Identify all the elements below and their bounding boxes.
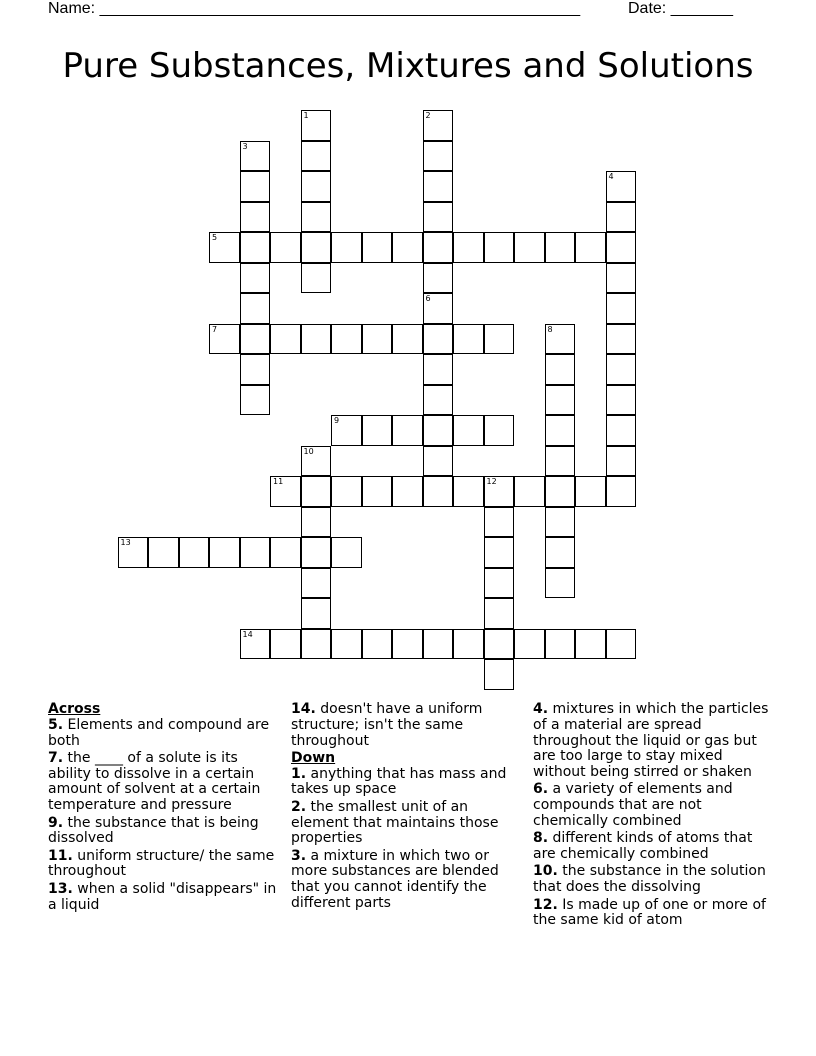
grid-cell[interactable] <box>606 476 637 507</box>
grid-cell[interactable] <box>545 537 576 568</box>
grid-cell[interactable] <box>362 324 393 355</box>
grid-cell[interactable] <box>606 202 637 233</box>
grid-cell[interactable] <box>423 476 454 507</box>
grid-cell[interactable] <box>606 324 637 355</box>
clue-text: a mixture in which two or more substances are blended that you cannot identify the different parts <box>291 847 499 912</box>
grid-cell[interactable] <box>575 232 606 263</box>
clue-number: 8. <box>533 830 549 847</box>
grid-cell[interactable] <box>423 110 454 141</box>
grid-cell[interactable] <box>545 415 576 446</box>
across-clue-5 <box>48 718 278 750</box>
grid-cell[interactable] <box>575 476 606 507</box>
grid-cell[interactable] <box>240 385 271 416</box>
clue-text: anything that has mass and takes up space <box>291 765 507 798</box>
grid-cell[interactable] <box>301 476 332 507</box>
grid-cell[interactable] <box>484 507 515 538</box>
across-clue-14 <box>291 702 521 749</box>
grid-cell[interactable] <box>392 476 423 507</box>
clue-text: a variety of elements and compounds that are not chemically combined <box>533 781 733 830</box>
grid-cell[interactable] <box>545 385 576 416</box>
across-clue-13 <box>48 882 278 914</box>
grid-cell[interactable] <box>179 537 210 568</box>
grid-cell[interactable] <box>606 385 637 416</box>
clue-number: 13. <box>48 880 73 897</box>
grid-cell[interactable] <box>240 232 271 263</box>
clue-text: the substance that is being dissolved <box>48 814 259 847</box>
grid-cell[interactable] <box>362 232 393 263</box>
grid-cell[interactable] <box>301 537 332 568</box>
grid-cell[interactable] <box>453 476 484 507</box>
grid-cell[interactable] <box>301 507 332 538</box>
grid-cell[interactable] <box>453 629 484 660</box>
page-title: Pure Substances, Mixtures and Solutions <box>62 46 754 86</box>
clues-column-3 <box>533 702 769 931</box>
clues-column-1 <box>48 702 278 915</box>
grid-cell[interactable] <box>331 232 362 263</box>
cell-number: 9 <box>334 416 340 425</box>
clue-text: the ____ of a solute is its ability to dissolve in a certain amount of solvent at a certain temperature and pressure <box>48 749 261 814</box>
grid-cell[interactable] <box>484 415 515 446</box>
clue-number: 2. <box>291 798 307 815</box>
clue-number: 1. <box>291 765 307 782</box>
clue-number: 6. <box>533 781 549 798</box>
grid-cell[interactable] <box>575 629 606 660</box>
cell-number: 12 <box>486 477 497 486</box>
date-field[interactable]: Date: _______ <box>628 0 733 17</box>
down-clue-12 <box>533 898 769 930</box>
grid-cell[interactable] <box>209 537 240 568</box>
clue-text: Is made up of one or more of the same kid of atom <box>533 896 766 929</box>
grid-cell[interactable] <box>514 629 545 660</box>
clues-column-2 <box>291 702 521 913</box>
grid-cell[interactable] <box>301 446 332 477</box>
grid-cell[interactable] <box>606 232 637 263</box>
grid-cell[interactable] <box>240 293 271 324</box>
clue-number: 10. <box>533 863 558 880</box>
across-clue-9 <box>48 816 278 848</box>
grid-cell[interactable] <box>240 537 271 568</box>
clue-number: 7. <box>48 749 64 766</box>
grid-cell[interactable] <box>392 324 423 355</box>
clue-number: 11. <box>48 847 73 864</box>
grid-cell[interactable] <box>301 141 332 172</box>
grid-cell[interactable] <box>484 568 515 599</box>
grid-cell[interactable] <box>362 415 393 446</box>
grid-cell[interactable] <box>453 415 484 446</box>
grid-cell[interactable] <box>423 354 454 385</box>
grid-cell[interactable] <box>362 476 393 507</box>
down-clue-6 <box>533 782 769 829</box>
grid-cell[interactable] <box>453 324 484 355</box>
cell-number: 13 <box>120 538 131 547</box>
grid-cell[interactable] <box>484 659 515 690</box>
grid-cell[interactable] <box>301 263 332 294</box>
grid-cell[interactable] <box>423 202 454 233</box>
grid-cell[interactable] <box>545 324 576 355</box>
clue-number: 3. <box>291 847 307 864</box>
across-clue-7 <box>48 751 278 814</box>
grid-cell[interactable] <box>392 232 423 263</box>
grid-cell[interactable] <box>606 446 637 477</box>
grid-cell[interactable] <box>240 324 271 355</box>
grid-cell[interactable] <box>392 415 423 446</box>
down-clue-4 <box>533 702 769 781</box>
grid-cell[interactable] <box>301 568 332 599</box>
cell-number: 7 <box>212 324 218 334</box>
clue-text: the smallest unit of an element that maintains those properties <box>291 798 499 847</box>
grid-cell[interactable] <box>209 324 240 355</box>
across-heading: Across <box>48 701 101 717</box>
grid-cell[interactable] <box>484 598 515 629</box>
grid-cell[interactable] <box>301 598 332 629</box>
grid-cell[interactable] <box>362 629 393 660</box>
grid-cell[interactable] <box>545 629 576 660</box>
grid-cell[interactable] <box>331 415 362 446</box>
grid-cell[interactable] <box>545 232 576 263</box>
grid-cell[interactable] <box>423 232 454 263</box>
grid-cell[interactable] <box>514 232 545 263</box>
cell-number: 11 <box>273 477 284 486</box>
grid-cell[interactable] <box>606 629 637 660</box>
grid-cell[interactable] <box>209 232 240 263</box>
grid-cell[interactable] <box>453 232 484 263</box>
cell-number: 14 <box>242 629 253 639</box>
grid-cell[interactable] <box>484 232 515 263</box>
down-clue-3 <box>291 849 521 912</box>
grid-cell[interactable] <box>423 415 454 446</box>
grid-cell[interactable] <box>301 171 332 202</box>
grid-cell[interactable] <box>606 263 637 294</box>
grid-cell[interactable] <box>423 141 454 172</box>
grid-cell[interactable] <box>423 629 454 660</box>
grid-cell[interactable] <box>514 476 545 507</box>
grid-cell[interactable] <box>301 202 332 233</box>
grid-cell[interactable] <box>301 110 332 141</box>
down-clue-8 <box>533 831 769 863</box>
grid-cell[interactable] <box>270 324 301 355</box>
grid-cell[interactable] <box>423 446 454 477</box>
clue-number: 4. <box>533 701 549 717</box>
grid-cell[interactable] <box>331 476 362 507</box>
across-clue-11 <box>48 849 278 881</box>
cell-number: 10 <box>303 446 314 456</box>
grid-cell[interactable] <box>423 293 454 324</box>
down-clue-1 <box>291 767 521 799</box>
cell-number: 4 <box>608 172 614 181</box>
clue-number: 9. <box>48 814 64 831</box>
grid-cell[interactable] <box>331 629 362 660</box>
clue-number: 12. <box>533 896 558 913</box>
grid-cell[interactable] <box>606 171 637 202</box>
grid-cell[interactable] <box>270 476 301 507</box>
grid-cell[interactable] <box>484 324 515 355</box>
grid-cell[interactable] <box>148 537 179 568</box>
clue-text: when a solid "disappears" in a liquid <box>48 880 277 913</box>
grid-cell[interactable] <box>484 629 515 660</box>
clue-number: 5. <box>48 716 64 733</box>
clue-text: uniform structure/ the same throughout <box>48 847 275 880</box>
down-clue-2 <box>291 800 521 847</box>
clue-text: the substance in the solution that does the dissolving <box>533 863 766 896</box>
clue-text: mixtures in which the particles of a material are spread throughout the liquid or gas but are too large to stay mixed without being stirred or shaken <box>533 701 769 781</box>
grid-cell[interactable] <box>301 232 332 263</box>
grid-cell[interactable] <box>423 324 454 355</box>
grid-cell[interactable] <box>240 171 271 202</box>
clue-text: different kinds of atoms that are chemically combined <box>533 830 753 863</box>
grid-cell[interactable] <box>423 263 454 294</box>
down-clue-10 <box>533 864 769 896</box>
grid-cell[interactable] <box>240 202 271 233</box>
grid-cell[interactable] <box>606 354 637 385</box>
grid-cell[interactable] <box>484 476 515 507</box>
grid-cell[interactable] <box>118 537 149 568</box>
grid-cell[interactable] <box>331 537 362 568</box>
grid-cell[interactable] <box>392 629 423 660</box>
grid-cell[interactable] <box>545 446 576 477</box>
clue-text: doesn't have a uniform structure; isn't the same throughout <box>291 701 483 749</box>
grid-cell[interactable] <box>240 141 271 172</box>
grid-cell[interactable] <box>270 629 301 660</box>
down-heading: Down <box>291 749 336 766</box>
grid-cell[interactable] <box>484 537 515 568</box>
grid-cell[interactable] <box>423 385 454 416</box>
cell-number: 5 <box>212 233 218 242</box>
grid-cell[interactable] <box>423 171 454 202</box>
clue-number: 14. <box>291 701 316 717</box>
grid-cell[interactable] <box>545 507 576 538</box>
grid-cell[interactable] <box>270 232 301 263</box>
grid-cell[interactable] <box>240 629 271 660</box>
cell-number: 2 <box>425 111 431 120</box>
grid-cell[interactable] <box>301 324 332 355</box>
cell-number: 8 <box>547 324 553 334</box>
name-field[interactable]: Name: ______________________________________________________ <box>48 0 581 17</box>
grid-cell[interactable] <box>545 354 576 385</box>
cell-number: 1 <box>303 111 309 120</box>
grid-cell[interactable] <box>331 324 362 355</box>
grid-cell[interactable] <box>545 476 576 507</box>
grid-cell[interactable] <box>240 263 271 294</box>
clue-text: Elements and compound are both <box>48 716 270 749</box>
grid-cell[interactable] <box>270 537 301 568</box>
grid-cell[interactable] <box>240 354 271 385</box>
grid-cell[interactable] <box>545 568 576 599</box>
cell-number: 6 <box>425 294 431 303</box>
grid-cell[interactable] <box>301 629 332 660</box>
grid-cell[interactable] <box>606 293 637 324</box>
cell-number: 3 <box>242 141 248 151</box>
grid-cell[interactable] <box>606 415 637 446</box>
